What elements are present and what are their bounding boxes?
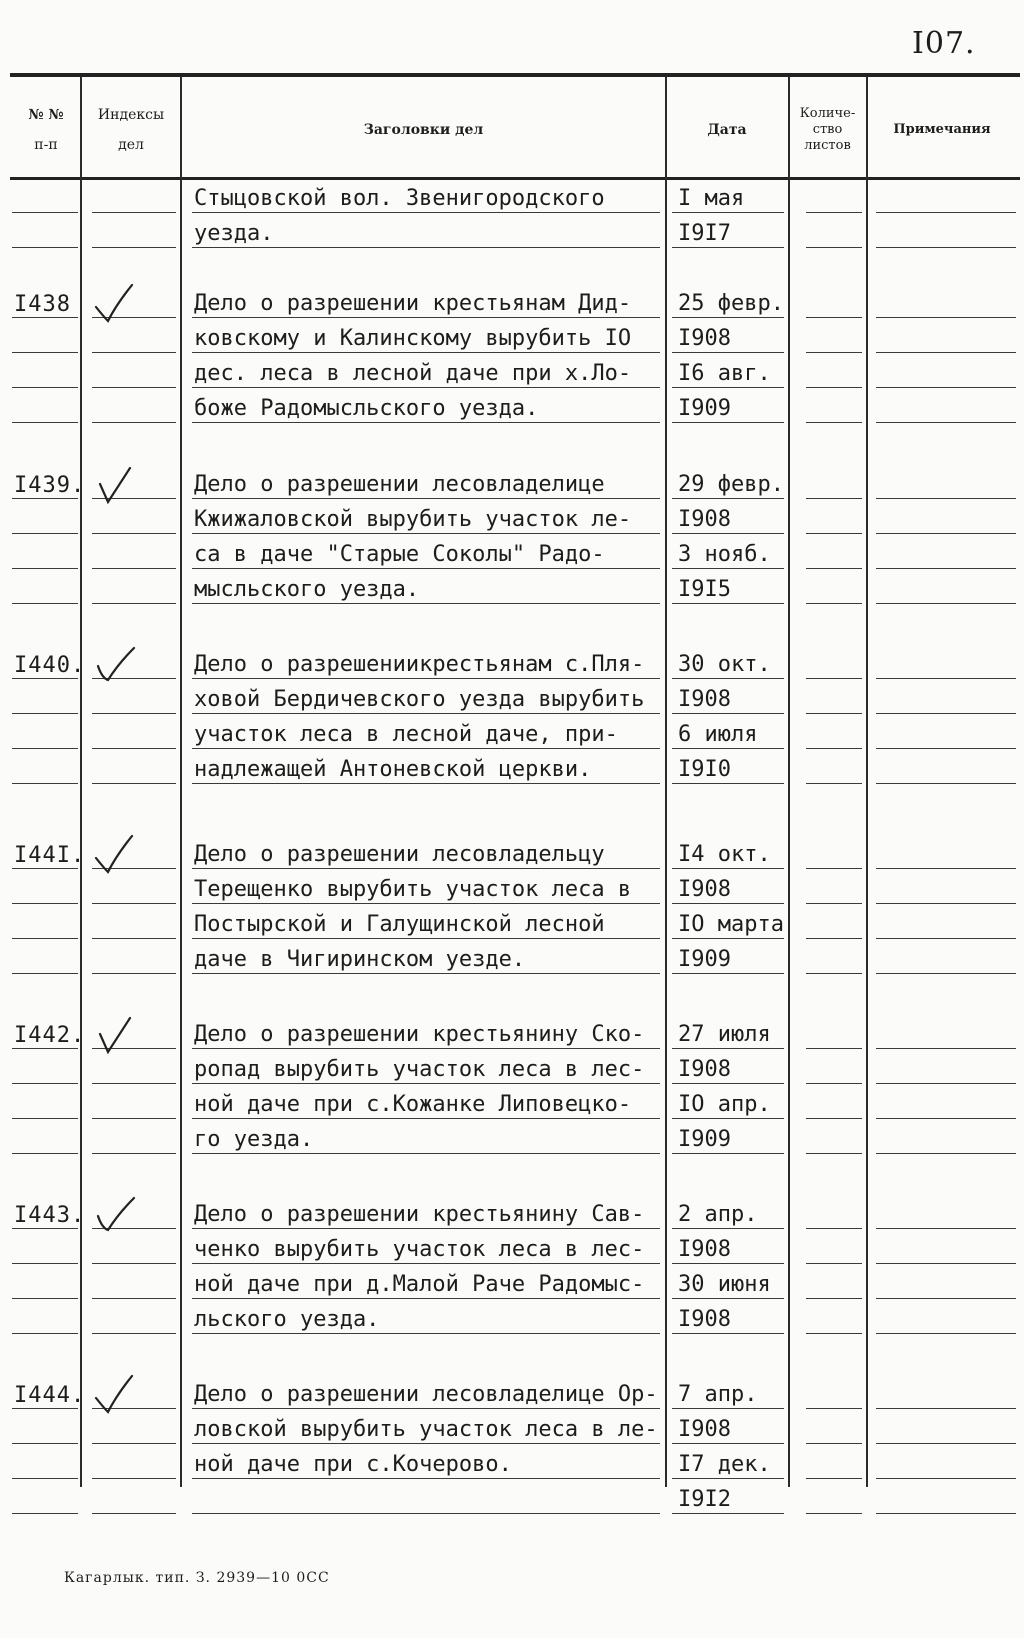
- case-date: I908: [678, 507, 731, 532]
- case-date: I908: [678, 687, 731, 712]
- case-date: 7 апр.: [678, 1382, 758, 1407]
- case-number: I442.: [14, 1023, 86, 1048]
- ruled-line: [876, 533, 1016, 534]
- ruled-line: [12, 422, 78, 423]
- ruled-line: [806, 678, 862, 679]
- ruled-line: [12, 603, 78, 604]
- ruled-line: [876, 783, 1016, 784]
- ruled-line: [12, 713, 78, 714]
- ruled-line: [12, 533, 78, 534]
- ruled-line: [876, 568, 1016, 569]
- ruled-line: [92, 568, 176, 569]
- ruled-line: [192, 603, 660, 604]
- case-date: I909: [678, 1127, 731, 1152]
- case-number: I440.: [14, 653, 86, 678]
- case-title-line: надлежащей Антоневской церкви.: [194, 757, 592, 782]
- ruled-line: [672, 868, 784, 869]
- ruled-line: [192, 212, 660, 213]
- ruled-line: [92, 387, 176, 388]
- ruled-line: [92, 1478, 176, 1479]
- ruled-line: [672, 422, 784, 423]
- ruled-line: [92, 1298, 176, 1299]
- header-sheets-line: листов: [804, 138, 851, 153]
- ruled-line: [672, 903, 784, 904]
- ruled-line: [672, 568, 784, 569]
- ruled-line: [672, 1083, 784, 1084]
- case-title-line: Дело о разрешениикрестьянам с.Пля-: [194, 652, 645, 677]
- ruled-line: [12, 938, 78, 939]
- ruled-line: [806, 1478, 862, 1479]
- ruled-line: [672, 387, 784, 388]
- ruled-line: [92, 748, 176, 749]
- ruled-line: [92, 1118, 176, 1119]
- ruled-line: [806, 903, 862, 904]
- ruled-line: [192, 783, 660, 784]
- header-index-line: дел: [118, 137, 144, 153]
- ruled-line: [192, 1443, 660, 1444]
- ruled-line: [672, 748, 784, 749]
- case-title-line: Терещенко вырубить участок леса в: [194, 877, 632, 902]
- ruled-line: [806, 317, 862, 318]
- ruled-line: [806, 1513, 862, 1514]
- case-title-line: мысльского уезда.: [194, 577, 420, 602]
- ruled-line: [12, 212, 78, 213]
- case-date: 25 февр.: [678, 291, 784, 316]
- ruled-line: [876, 247, 1016, 248]
- ruled-line: [672, 1153, 784, 1154]
- case-date: I9I5: [678, 577, 731, 602]
- ruled-line: [92, 1083, 176, 1084]
- check-mark-icon: [92, 283, 138, 323]
- table-top-rule: [10, 73, 1020, 77]
- ruled-line: [876, 1478, 1016, 1479]
- case-title-line: ченко вырубить участок леса в лес-: [194, 1237, 645, 1262]
- check-mark-icon: [92, 644, 138, 684]
- column-divider: [80, 77, 82, 1487]
- ruled-line: [192, 498, 660, 499]
- ruled-line: [92, 247, 176, 248]
- case-date: I9I7: [678, 221, 731, 246]
- ruled-line: [672, 973, 784, 974]
- ruled-line: [672, 1513, 784, 1514]
- ruled-line: [92, 1513, 176, 1514]
- header-sheets-line: Количе-: [799, 106, 856, 121]
- ruled-line: [876, 678, 1016, 679]
- ruled-line: [192, 247, 660, 248]
- ruled-line: [806, 568, 862, 569]
- ruled-line: [876, 748, 1016, 749]
- ruled-line: [806, 603, 862, 604]
- ruled-line: [192, 1478, 660, 1479]
- ruled-line: [806, 783, 862, 784]
- ruled-line: [192, 422, 660, 423]
- ruled-line: [672, 352, 784, 353]
- ruled-line: [192, 868, 660, 869]
- case-date: I908: [678, 877, 731, 902]
- ruled-line: [192, 1333, 660, 1334]
- ruled-line: [876, 903, 1016, 904]
- header-index: [82, 90, 180, 170]
- ruled-line: [876, 212, 1016, 213]
- case-title-line: ропад вырубить участок леса в лес-: [194, 1057, 645, 1082]
- ruled-line: [92, 713, 176, 714]
- ruled-line: [876, 1153, 1016, 1154]
- ruled-line: [192, 938, 660, 939]
- ruled-line: [192, 568, 660, 569]
- column-divider: [180, 77, 182, 1487]
- ruled-line: [876, 1333, 1016, 1334]
- case-title-line: ховой Бердичевского уезда вырубить: [194, 687, 645, 712]
- case-number: I438: [14, 292, 71, 317]
- case-number: I444.: [14, 1383, 86, 1408]
- ruled-line: [876, 938, 1016, 939]
- ruled-line: [806, 1333, 862, 1334]
- check-mark-icon: [92, 1014, 138, 1054]
- ruled-line: [192, 1298, 660, 1299]
- ruled-line: [92, 903, 176, 904]
- ruled-line: [672, 938, 784, 939]
- column-divider: [665, 77, 667, 1487]
- ruled-line: [192, 1083, 660, 1084]
- case-title-line: участок леса в лесной даче, при-: [194, 722, 618, 747]
- case-date: I908: [678, 1307, 731, 1332]
- case-title-line: ной даче при с.Кочерово.: [194, 1452, 512, 1477]
- header-date: Дата: [707, 122, 747, 138]
- ruled-line: [806, 1228, 862, 1229]
- ruled-line: [92, 533, 176, 534]
- case-title-line: Дело о разрешении лесовладелице Ор-: [194, 1382, 658, 1407]
- ruled-line: [92, 1443, 176, 1444]
- ruled-line: [806, 748, 862, 749]
- ruled-line: [672, 1118, 784, 1119]
- check-mark-icon: [92, 1194, 138, 1234]
- ruled-line: [876, 603, 1016, 604]
- case-title-line: Дело о разрешении крестьянину Ско-: [194, 1022, 645, 1047]
- header-number-line: № №: [28, 107, 64, 123]
- case-title-line: Постырской и Галущинской лесной: [194, 912, 605, 937]
- ruled-line: [672, 1228, 784, 1229]
- ruled-line: [806, 868, 862, 869]
- header-sheets: [789, 90, 866, 170]
- header-index-line: Индексы: [97, 107, 165, 123]
- ruled-line: [12, 1443, 78, 1444]
- ruled-line: [806, 938, 862, 939]
- case-date: I6 авг.: [678, 361, 771, 386]
- ruled-line: [672, 247, 784, 248]
- case-title-line: уезда.: [194, 221, 274, 246]
- case-title-line: даче в Чигиринском уезде.: [194, 947, 526, 972]
- ruled-line: [672, 533, 784, 534]
- header-notes: Примечания: [893, 122, 991, 137]
- header-bottom-rule: [10, 177, 1020, 180]
- ruled-line: [806, 713, 862, 714]
- ruled-line: [672, 713, 784, 714]
- ruled-line: [876, 1118, 1016, 1119]
- ruled-line: [12, 1298, 78, 1299]
- column-divider: [788, 77, 790, 1487]
- header-sheets-line: ство: [812, 122, 843, 137]
- case-title-line: боже Радомысльского уезда.: [194, 396, 539, 421]
- case-title-line: ной даче при с.Кожанке Липовецко-: [194, 1092, 632, 1117]
- column-divider: [866, 77, 868, 1487]
- case-date: I9I0: [678, 757, 731, 782]
- case-title-line: ной даче при д.Малой Раче Радомыс-: [194, 1272, 645, 1297]
- case-title-line: Дело о разрешении лесовладельцу: [194, 842, 605, 867]
- ruled-line: [806, 1118, 862, 1119]
- ruled-line: [876, 1048, 1016, 1049]
- ruled-line: [92, 783, 176, 784]
- ruled-line: [672, 1408, 784, 1409]
- ruled-line: [876, 1263, 1016, 1264]
- ruled-line: [192, 352, 660, 353]
- ruled-line: [876, 868, 1016, 869]
- ruled-line: [672, 1478, 784, 1479]
- case-date: 3 нояб.: [678, 542, 771, 567]
- ruled-line: [192, 1153, 660, 1154]
- ruled-line: [12, 568, 78, 569]
- ruled-line: [876, 387, 1016, 388]
- case-date: I908: [678, 1417, 731, 1442]
- header-title: Заголовки дел: [363, 122, 484, 138]
- ruled-line: [876, 498, 1016, 499]
- ruled-line: [672, 783, 784, 784]
- ruled-line: [12, 973, 78, 974]
- case-date: I мая: [678, 186, 745, 211]
- ruled-line: [92, 603, 176, 604]
- case-title-line: го уезда.: [194, 1127, 314, 1152]
- case-title-line: са в даче "Старые Соколы" Радо-: [194, 542, 605, 567]
- case-title-line: Стыцовской вол. Звенигородского: [194, 186, 605, 211]
- ruled-line: [12, 387, 78, 388]
- ruled-line: [92, 973, 176, 974]
- case-date: 2 апр.: [678, 1202, 758, 1227]
- ruled-line: [672, 678, 784, 679]
- ruled-line: [192, 678, 660, 679]
- ruled-line: [876, 1513, 1016, 1514]
- ruled-line: [672, 1298, 784, 1299]
- ruled-line: [806, 1298, 862, 1299]
- case-title-line: Дело о разрешении крестьянину Сав-: [194, 1202, 645, 1227]
- ruled-line: [876, 1443, 1016, 1444]
- ruled-line: [876, 1298, 1016, 1299]
- ruled-line: [92, 1153, 176, 1154]
- case-date: 29 февр.: [678, 472, 784, 497]
- ruled-line: [192, 1048, 660, 1049]
- ruled-line: [876, 317, 1016, 318]
- ruled-line: [806, 1153, 862, 1154]
- ruled-line: [192, 1408, 660, 1409]
- ruled-line: [12, 1263, 78, 1264]
- case-title-line: Кжижаловской вырубить участок ле-: [194, 507, 632, 532]
- ruled-line: [92, 352, 176, 353]
- case-title-line: ловской вырубить участок леса в ле-: [194, 1417, 658, 1442]
- ruled-line: [192, 1263, 660, 1264]
- ruled-line: [672, 498, 784, 499]
- ruled-line: [672, 1048, 784, 1049]
- ruled-line: [672, 603, 784, 604]
- ruled-line: [192, 387, 660, 388]
- ruled-line: [876, 422, 1016, 423]
- ruled-line: [12, 1153, 78, 1154]
- ruled-line: [876, 713, 1016, 714]
- printer-imprint: Кагарлык. тип. З. 2939—10 0СС: [64, 1570, 330, 1586]
- case-title-line: льского уезда.: [194, 1307, 380, 1332]
- case-date: 27 июля: [678, 1022, 771, 1047]
- ruled-line: [12, 247, 78, 248]
- check-mark-icon: [92, 834, 138, 874]
- case-date: I908: [678, 1057, 731, 1082]
- case-date: I909: [678, 947, 731, 972]
- case-date: I7 дек.: [678, 1452, 771, 1477]
- ruled-line: [806, 533, 862, 534]
- ruled-line: [12, 1513, 78, 1514]
- ruled-line: [12, 903, 78, 904]
- ruled-line: [92, 938, 176, 939]
- ruled-line: [806, 1263, 862, 1264]
- case-number: I443.: [14, 1203, 86, 1228]
- ruled-line: [806, 422, 862, 423]
- ruled-line: [12, 1118, 78, 1119]
- ruled-line: [806, 1048, 862, 1049]
- ruled-line: [12, 1333, 78, 1334]
- case-date: 30 июня: [678, 1272, 771, 1297]
- header-number-line: п-п: [34, 137, 58, 153]
- ruled-line: [12, 352, 78, 353]
- case-number: I439.: [14, 473, 86, 498]
- ruled-line: [806, 1443, 862, 1444]
- case-title-line: дес. леса в лесной даче при х.Ло-: [194, 361, 632, 386]
- case-date: I9I2: [678, 1487, 731, 1512]
- ruled-line: [672, 212, 784, 213]
- ruled-line: [806, 387, 862, 388]
- ruled-line: [672, 317, 784, 318]
- case-date: 30 окт.: [678, 652, 771, 677]
- case-date: I909: [678, 396, 731, 421]
- ruled-line: [92, 422, 176, 423]
- case-date: IO апр.: [678, 1092, 771, 1117]
- ruled-line: [192, 1513, 660, 1514]
- case-date: 6 июля: [678, 722, 758, 747]
- ruled-line: [806, 247, 862, 248]
- header-number: [12, 90, 80, 170]
- ruled-line: [192, 973, 660, 974]
- ruled-line: [806, 212, 862, 213]
- ruled-line: [192, 533, 660, 534]
- ruled-line: [806, 973, 862, 974]
- ruled-line: [806, 352, 862, 353]
- ruled-line: [92, 1333, 176, 1334]
- ruled-line: [672, 1443, 784, 1444]
- ruled-line: [12, 1083, 78, 1084]
- ruled-line: [192, 317, 660, 318]
- ruled-line: [672, 1333, 784, 1334]
- ruled-line: [876, 973, 1016, 974]
- ruled-line: [12, 748, 78, 749]
- ruled-line: [876, 1408, 1016, 1409]
- check-mark-icon: [92, 1374, 138, 1414]
- case-date: I4 окт.: [678, 842, 771, 867]
- ruled-line: [192, 903, 660, 904]
- ruled-line: [876, 1228, 1016, 1229]
- ruled-line: [92, 1263, 176, 1264]
- case-number: I44I.: [14, 843, 86, 868]
- ruled-line: [192, 1228, 660, 1229]
- ruled-line: [12, 1478, 78, 1479]
- ruled-line: [192, 1118, 660, 1119]
- case-title-line: Дело о разрешении лесовладелице: [194, 472, 605, 497]
- check-mark-icon: [92, 464, 138, 504]
- case-title-line: Дело о разрешении крестьянам Дид-: [194, 291, 632, 316]
- ruled-line: [672, 1263, 784, 1264]
- ruled-line: [876, 352, 1016, 353]
- case-title-line: ковскому и Калинскому вырубить IO: [194, 326, 632, 351]
- ruled-line: [92, 212, 176, 213]
- case-date: I908: [678, 1237, 731, 1262]
- ruled-line: [806, 1083, 862, 1084]
- ruled-line: [192, 713, 660, 714]
- ruled-line: [876, 1083, 1016, 1084]
- ruled-line: [192, 748, 660, 749]
- case-date: I908: [678, 326, 731, 351]
- page-number: I07.: [912, 26, 976, 61]
- ruled-line: [12, 783, 78, 784]
- case-date: IO марта: [678, 912, 784, 937]
- ruled-line: [806, 498, 862, 499]
- ruled-line: [806, 1408, 862, 1409]
